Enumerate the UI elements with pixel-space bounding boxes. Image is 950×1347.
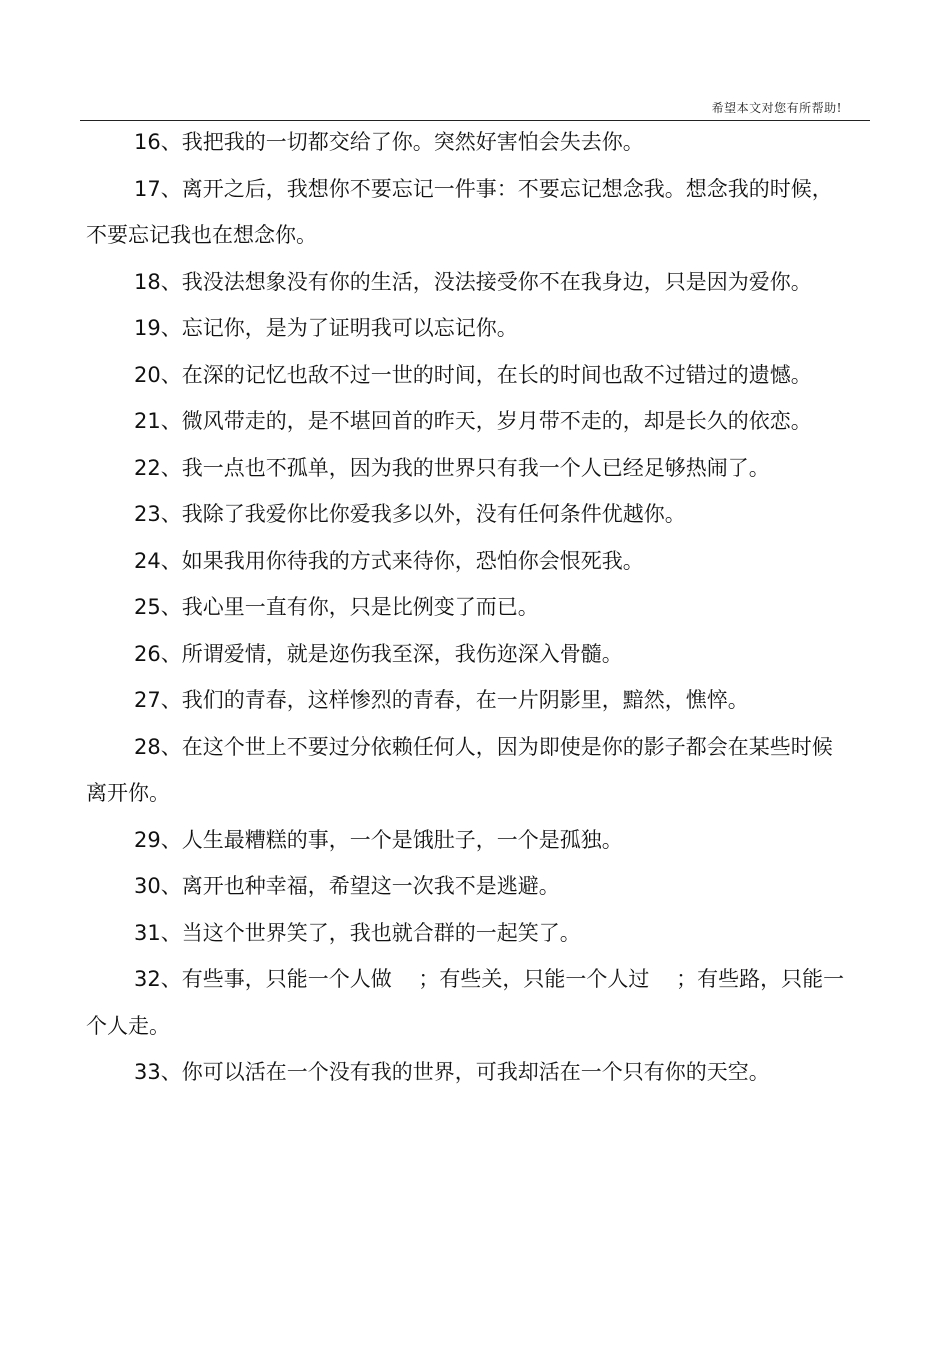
paragraph-25: 25、我心里一直有你，只是比例变了而已。: [134, 595, 539, 619]
paragraph-20: 20、在深的记忆也敌不过一世的时间，在长的时间也敌不过错过的遗憾。: [134, 362, 812, 387]
paragraph-28: 28、在这个世上不要过分依赖任何人，因为即使是你的影子都会在某些时候离开你。: [86, 734, 833, 805]
document-body: [86, 119, 850, 1096]
paragraph-31: 31、当这个世界笑了，我也就合群的一起笑了。: [134, 920, 581, 945]
header-note: 希望本文对您有所帮助!: [711, 101, 842, 115]
paragraph-33: 33、你可以活在一个没有我的世界，可我却活在一个只有你的天空。: [134, 1060, 770, 1084]
paragraph-29: 29、人生最糟糕的事，一个是饿肚子，一个是孤独。: [134, 827, 623, 852]
paragraph-22: 22、我一点也不孤单，因为我的世界只有我一个人已经足够热闹了。: [134, 455, 770, 480]
paragraph-32: 32、有些事，只能一个人做 ；有些关，只能一个人过 ；有些路，只能一个人走。: [86, 967, 845, 1038]
paragraph-21: 21、微风带走的，是不堪回首的昨天，岁月带不走的，却是长久的依恋。: [134, 409, 812, 433]
paragraph-17: 17、离开之后，我想你不要忘记一件事：不要忘记想念我。想念我的时候，不要忘记我也在想念你。: [86, 176, 833, 247]
paragraph-24: 24、如果我用你待我的方式来待你，恐怕你会恨死我。: [134, 548, 644, 573]
paragraph-23: 23、我除了我爱你比你爱我多以外，没有任何条件优越你。: [134, 502, 686, 526]
paragraph-16: 16、我把我的一切都交给了你。突然好害怕会失去你。: [134, 130, 644, 154]
paragraph-30: 30、离开也种幸福，希望这一次我不是逃避。: [134, 874, 560, 898]
paragraph-18: 18、我没法想象没有你的生活，没法接受你不在我身边，只是因为爱你。: [134, 269, 812, 294]
paragraph-27: 27、我们的青春，这样惨烈的青春，在一片阴影里，黯然，憔悴。: [134, 688, 749, 712]
paragraph-26: 26、所谓爱情，就是迩伤我至深，我伤迩深入骨髓。: [134, 641, 623, 666]
paragraph-19: 19、忘记你，是为了证明我可以忘记你。: [134, 316, 518, 340]
